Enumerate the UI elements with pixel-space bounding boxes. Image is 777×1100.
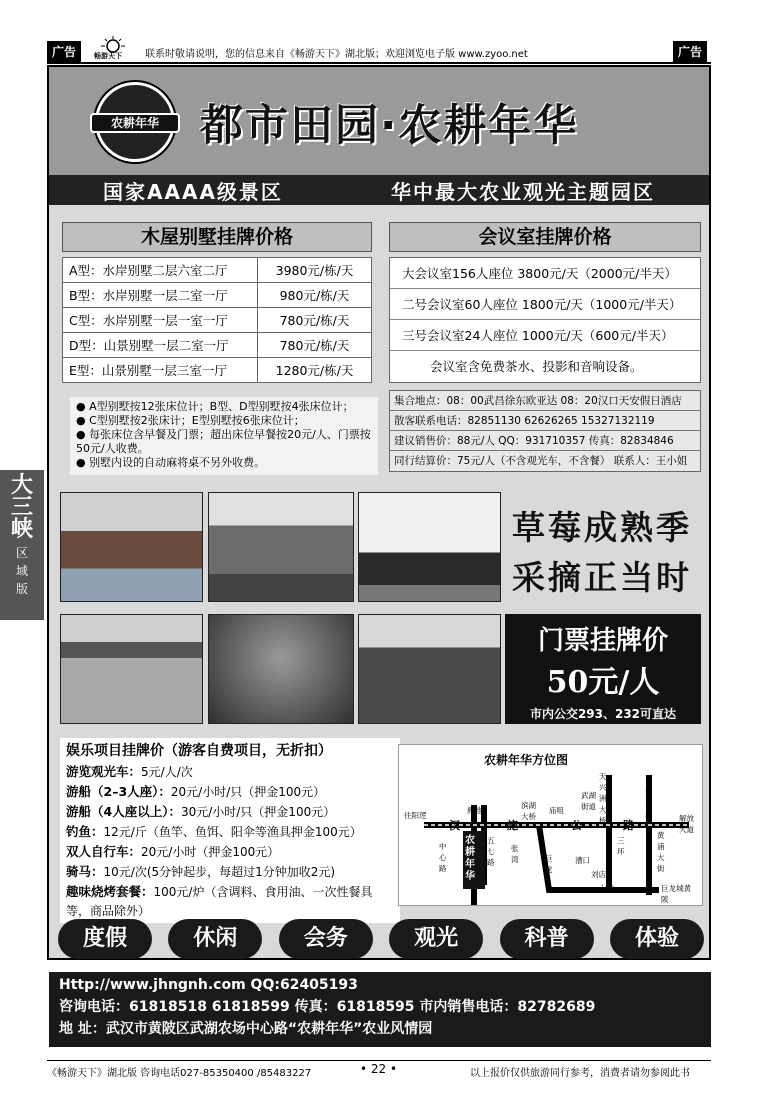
map-label: 三环 (617, 836, 625, 856)
top-rule (47, 62, 711, 64)
villa-price: 980元/栋/天 (258, 283, 372, 308)
entertainment-heading: 娱乐项目挂牌价（游客自费项目，无折扣） (66, 743, 332, 759)
location-map (398, 744, 703, 906)
meeting-row: 二号会议室60人座位 1800元/天（1000元/半天） (390, 289, 700, 320)
villa-notes (70, 397, 378, 475)
tour-info-row: 同行结算价：75元/人（不含观光车，不含餐） 联系人：王小姐 (390, 451, 700, 471)
ent-item-detail: 10元/次(5分钟起步，每超过1分钟加收2元) (103, 865, 336, 879)
list-item: ● 别墅内设的自动麻将桌不另外收费。 (76, 456, 266, 469)
ent-item-detail: 5元/人/次 (141, 765, 193, 779)
ent-item-name: 游览观光车： (66, 764, 142, 779)
map-label: 熟地 (467, 806, 482, 815)
bus-info: 市内公交293、232可直达 (529, 707, 677, 721)
map-title: 农耕年华方位图 (484, 753, 569, 767)
villa-type: D型：山景别墅一层二室一厅 (63, 333, 258, 358)
list-item: ● 每张床位含早餐及门票；超出床位早餐按20元/人、门票按50元/人收费。 (76, 428, 371, 455)
table-row (63, 358, 372, 383)
map-label: 巨龙 (545, 854, 553, 874)
address: 地 址：武汉市黄陂区武湖农场中心路“农耕年华”农业风情园 (59, 1021, 433, 1037)
region-side-tab (0, 470, 44, 620)
feature-pill: 会务 (279, 919, 373, 959)
ad-tag-right: 广告 (673, 41, 707, 62)
slogan-bar (49, 175, 709, 205)
contact-band (49, 972, 711, 1047)
villa-price: 1280元/栋/天 (258, 358, 372, 383)
map-label: 滨湖大桥 (521, 801, 536, 821)
promo-line-2: 采摘正当时 (512, 558, 692, 597)
villa-type: C型：水岸别墅一层一室一厅 (63, 308, 258, 333)
tour-info-row: 散客联系电话：82851130 62626265 15327132119 (390, 411, 700, 431)
map-road-char: 汉 (449, 819, 460, 832)
side-tab-char: 峡 (10, 516, 33, 542)
list-item (66, 802, 394, 822)
photo-orchard (208, 492, 354, 602)
side-tab-char: 三 (10, 494, 33, 520)
ticket-price: 50元/人 (546, 665, 660, 700)
side-tab-char: 版 (15, 582, 28, 596)
feature-pill: 观光 (389, 919, 483, 959)
side-tab-char: 区 (15, 546, 28, 560)
feature-pill: 休闲 (168, 919, 262, 959)
meeting-row: 大会议室156人座位 3800元/天（2000元/半天） (390, 258, 700, 289)
villa-type: E型：山景别墅一层三室一厅 (63, 358, 258, 383)
meeting-heading: 会议室挂牌价格 (389, 222, 701, 252)
villa-price: 3980元/栋/天 (258, 258, 372, 283)
photo-visitors (358, 614, 501, 724)
ent-item-name: 游船（2–3人座）： (66, 784, 171, 799)
ent-item-name: 骑马： (66, 864, 104, 879)
list-item (66, 762, 394, 782)
page-number: • 22 • (360, 1062, 398, 1076)
ad-tag-left: 广告 (47, 41, 81, 62)
map-label: 黄浦大街 (657, 831, 665, 873)
map-label: 张湾 (511, 844, 519, 864)
villa-heading: 木屋别墅挂牌价格 (62, 222, 372, 252)
villa-type: A型：水岸别墅二层六室二厅 (63, 258, 258, 283)
map-label: 中心路 (439, 842, 447, 873)
ent-item-name: 钓鱼： (66, 824, 104, 839)
slogan-right: 华中最大农业观光主题园区 (390, 179, 655, 204)
photo-bull-statue (358, 492, 501, 602)
park-logo-badge: 农耕年华 (90, 113, 180, 133)
map-park-marker: 农耕年华 (465, 835, 475, 882)
footer-rule (47, 1060, 711, 1061)
slogan-left: 国家AAAA级景区 (103, 179, 283, 204)
tour-info-box (389, 390, 701, 472)
map-label: 解放大道 (679, 814, 694, 834)
ent-item-detail: 30元/小时/只（押金100元） (180, 805, 336, 819)
page-title: 都市田园·农耕年华 (200, 101, 579, 151)
table-row (63, 283, 372, 308)
map-label: 巨龙城黄陂 (661, 884, 691, 904)
map-label: 漕口 (575, 856, 590, 865)
photo-villas (60, 492, 203, 602)
phone-numbers: 咨询电话：61818518 61818599 传真：61818595 市内销售电话：82782689 (59, 999, 596, 1015)
ticket-price-box (505, 614, 701, 724)
meeting-price-box (389, 257, 701, 383)
table-row (63, 308, 372, 333)
feature-pill: 体验 (610, 919, 704, 959)
feature-pill: 度假 (58, 919, 152, 959)
photo-vine-tunnel (208, 614, 354, 724)
list-item: ● A型别墅按12张床位计；B型、D型别墅按4张床位计； (76, 400, 354, 413)
feature-pill-row (58, 919, 704, 959)
list-item (66, 822, 394, 842)
villa-price-table (62, 257, 372, 383)
source-notice: 联系时敬请说明，您的信息来自《畅游天下》湖北版；欢迎浏览电子版 www.zyoo.net (145, 49, 528, 60)
promo-line-1: 草莓成熟季 (512, 508, 692, 547)
list-item (66, 782, 394, 802)
map-label: 武湖街道 (581, 791, 596, 811)
list-item: ● C型别墅按2张床计；E型别墅按6张床位计； (76, 414, 305, 427)
map-roads-icon (399, 745, 704, 907)
ent-item-detail: 20元/小时（押金100元） (141, 845, 280, 859)
meeting-note: 会议室含免费茶水、投影和音响设备。 (430, 359, 643, 374)
table-row (63, 258, 372, 283)
map-label: 刘店 (591, 870, 606, 879)
park-logo (95, 82, 175, 162)
ticket-label: 门票挂牌价 (537, 626, 668, 656)
map-label: 长江二桥 (645, 778, 653, 820)
list-item (66, 862, 394, 882)
magazine-logo-text: 畅游天下 (94, 52, 122, 60)
list-item (66, 842, 394, 862)
villa-type: B型：水岸别墅一层二室一厅 (63, 283, 258, 308)
meeting-row: 三号会议室24人座位 1000元/天（600元/半天） (390, 320, 700, 351)
entertainment-section (60, 738, 400, 923)
map-label: 庙咀 (549, 806, 564, 815)
ent-item-name: 双人自行车： (66, 844, 142, 859)
footer-left: 《畅游天下》湖北版 咨询电话027-85350400 /85483227 (47, 1068, 312, 1079)
ent-item-detail: 20元/小时/只（押金100元） (170, 785, 326, 799)
ent-item-name: 游船（4人座以上）： (66, 804, 181, 819)
side-tab-char: 域 (15, 564, 28, 578)
tour-info-row: 集合地点：08：00武昌徐东欧亚达 08：20汉口天安假日酒店 (390, 391, 700, 411)
side-tab-char: 大 (10, 472, 33, 498)
ent-item-detail: 100元/炉（含调料、食用油、一次性餐具等，商品除外） (66, 885, 373, 918)
photo-flower-field (60, 614, 203, 724)
map-road-char: 路 (623, 819, 634, 832)
table-row (63, 333, 372, 358)
ent-item-detail: 12元/斤（鱼竿、鱼饵、阳伞等渔具押金100元） (103, 825, 362, 839)
map-road-char: 施 (507, 819, 518, 832)
map-label: 大道 (599, 884, 614, 893)
footer-right: 以上报价仅供旅游同行参考，消费者请勿参阅此书 (470, 1068, 690, 1079)
website-qq: Http://www.jhngnh.com QQ:62405193 (59, 977, 358, 993)
villa-price: 780元/栋/天 (258, 308, 372, 333)
map-road-char: 公 (571, 819, 582, 832)
tour-info-row: 建议销售价：88元/人 QQ：931710357 传真：82834846 (390, 431, 700, 451)
magazine-logo (92, 36, 134, 60)
list-item (66, 882, 394, 921)
ent-item-name: 趣味烧烤套餐： (66, 884, 154, 899)
map-label: 往阳逻 (404, 811, 427, 820)
map-label: 五七路 (487, 836, 495, 867)
feature-pill: 科普 (500, 919, 594, 959)
map-label: 天兴洲大桥 (599, 772, 607, 825)
villa-price: 780元/栋/天 (258, 333, 372, 358)
